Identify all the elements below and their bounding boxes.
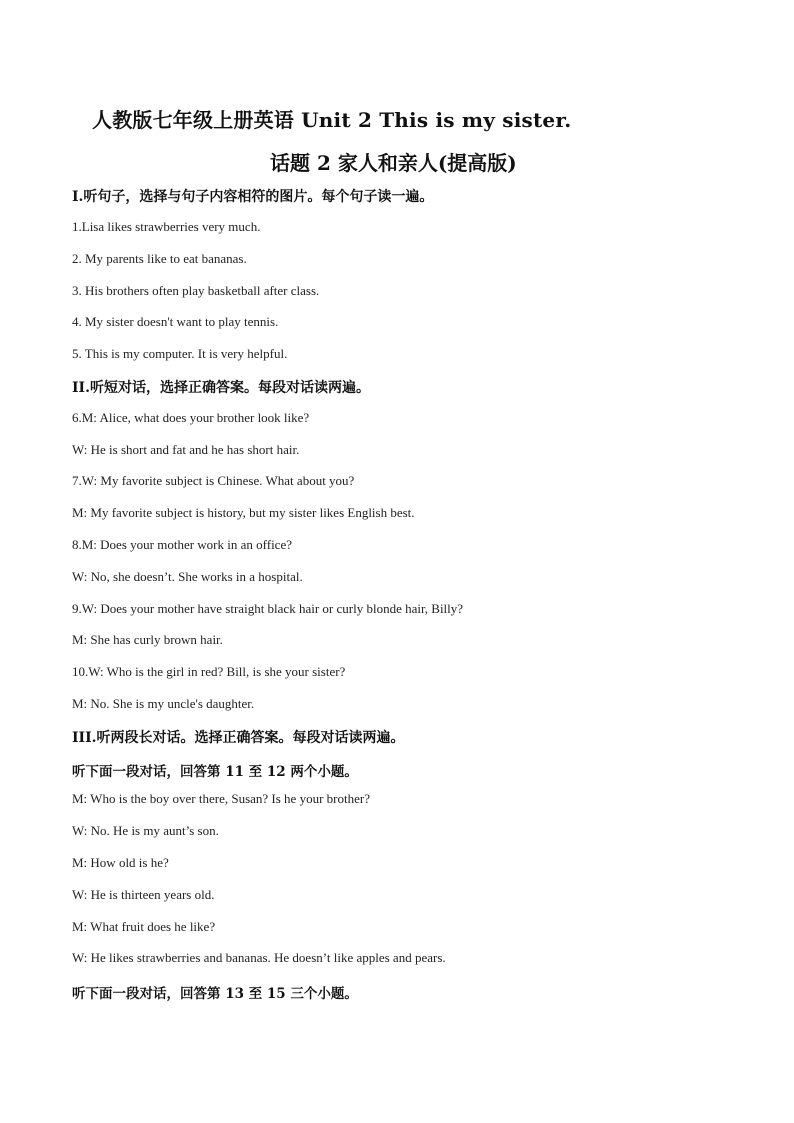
dialogue-line: 7.W: My favorite subject is Chinese. What about you? xyxy=(72,473,355,488)
dialogue-line: 9.W: Does your mother have straight black hair or curly blonde hair, Billy? xyxy=(72,601,464,616)
sentence-2: 2. My parents like to eat bananas. xyxy=(72,251,247,266)
dialogue-line: W: He likes strawberries and bananas. He doesn’t like apples and pears. xyxy=(72,950,446,965)
sentence-3: 3. His brothers often play basketball after class. xyxy=(72,283,320,298)
dialogue-line: 6.M: Alice, what does your brother look like? xyxy=(72,410,310,425)
section-3-subheading-2: 听下面一段对话，回答第 13 至 15 三个小题。 xyxy=(72,986,358,1002)
dialogue-line: M: What fruit does he like? xyxy=(72,919,216,934)
section-3-subheading-1: 听下面一段对话，回答第 11 至 12 两个小题。 xyxy=(72,764,358,780)
dialogue-line: W: He is thirteen years old. xyxy=(72,887,215,902)
section-2-heading: II.听短对话，选择正确答案。每段对话读两遍。 xyxy=(72,380,370,396)
document-subtitle: 话题 2 家人和亲人(提高版) xyxy=(270,151,517,175)
section-3-heading: III.听两段长对话。选择正确答案。每段对话读两遍。 xyxy=(72,730,405,746)
dialogue-line: W: No, she doesn’t. She works in a hospital. xyxy=(72,569,303,584)
dialogue-line: 8.M: Does your mother work in an office? xyxy=(72,537,292,552)
dialogue-line: M: How old is he? xyxy=(72,855,169,870)
sentence-5: 5. This is my computer. It is very helpful. xyxy=(72,346,288,361)
document-title: 人教版七年级上册英语 Unit 2 This is my sister. xyxy=(92,108,572,132)
dialogue-line: M: She has curly brown hair. xyxy=(72,632,223,647)
dialogue-line: 10.W: Who is the girl in red? Bill, is she your sister? xyxy=(72,664,346,679)
section-1-heading: I.听句子，选择与句子内容相符的图片。每个句子读一遍。 xyxy=(72,189,434,205)
dialogue-line: M: Who is the boy over there, Susan? Is he your brother? xyxy=(72,791,370,806)
dialogue-line: W: No. He is my aunt’s son. xyxy=(72,823,219,838)
sentence-4: 4. My sister doesn't want to play tennis. xyxy=(72,314,279,329)
sentence-1: 1.Lisa likes strawberries very much. xyxy=(72,219,261,234)
dialogue-line: W: He is short and fat and he has short hair. xyxy=(72,442,300,457)
dialogue-line: M: No. She is my uncle's daughter. xyxy=(72,696,255,711)
dialogue-line: M: My favorite subject is history, but my sister likes English best. xyxy=(72,505,415,520)
